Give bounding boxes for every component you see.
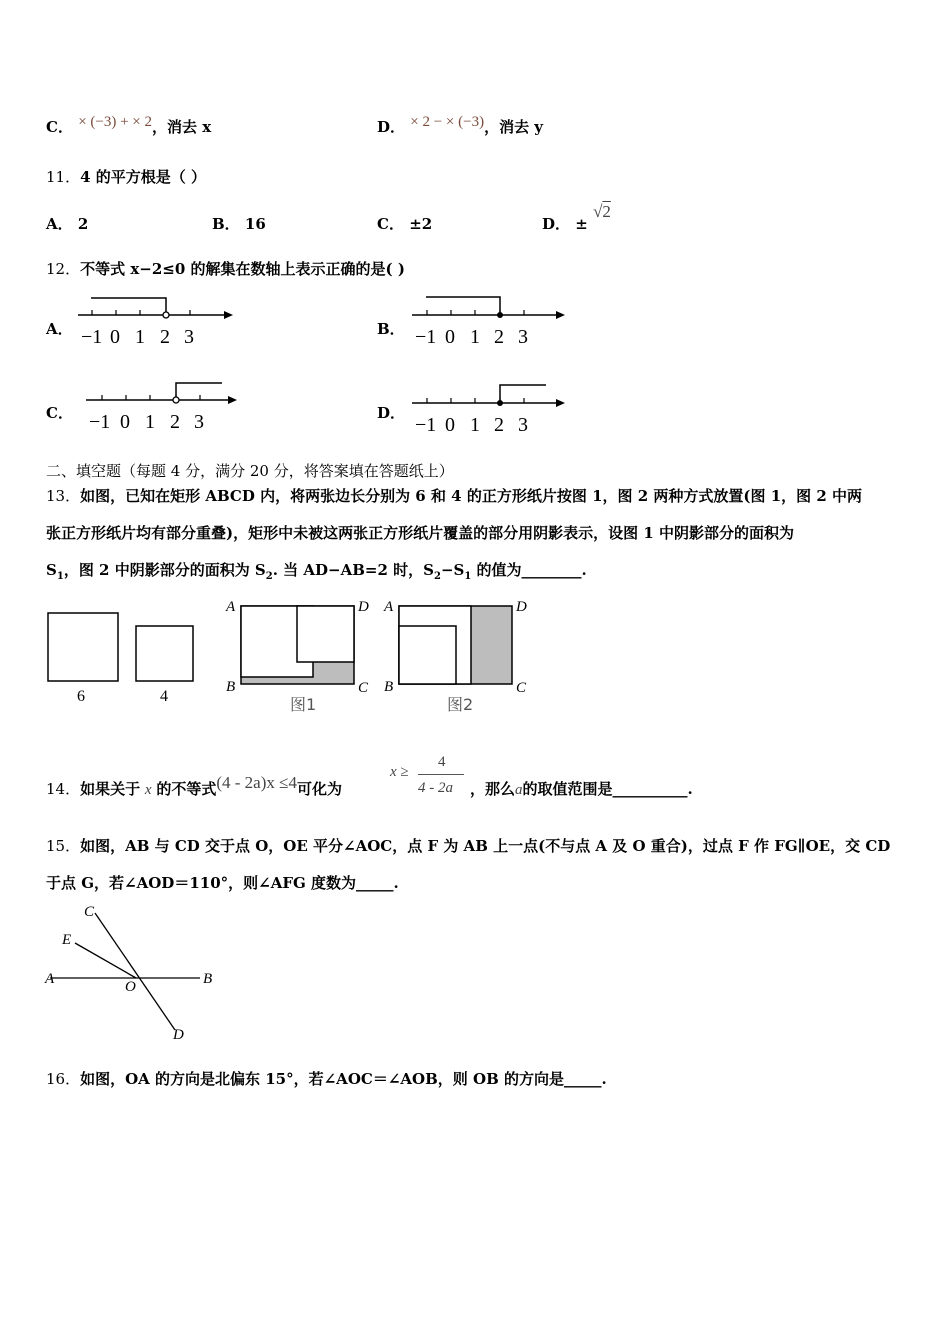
tick-label: 1 [470, 326, 480, 348]
tick-label: 2 [160, 326, 170, 348]
tick-label: 2 [170, 411, 180, 433]
tick-label: 1 [145, 411, 155, 433]
number-line-c [86, 378, 246, 434]
q11-option-d: D． ± √2 [542, 202, 611, 233]
svg-text:B: B [384, 679, 394, 695]
solution-bracket [176, 383, 222, 397]
q12-stem: 12．不等式 x−2≤0 的解集在数轴上表示正确的是( ) [46, 260, 405, 278]
tick-label: 3 [518, 414, 528, 436]
solution-bracket [500, 385, 546, 402]
number-line-d [412, 380, 572, 436]
tick-label: 1 [470, 414, 480, 436]
tick-label: 3 [518, 326, 528, 348]
figure-caption-2: 图2 [447, 695, 474, 714]
svg-text:C: C [84, 904, 95, 920]
svg-text:4: 4 [160, 688, 168, 705]
svg-text:A: A [226, 599, 236, 615]
small-square-fig1 [297, 606, 354, 662]
q15-stem: 15．如图，AB 与 CD 交于点 O，OE 平分∠AOC，点 F 为 AB 上一点(不与点 A 及 O 重合)，过点 F 作 FG∥OE，交 CD 于点 G，若∠AOD＝110°，则∠AFG 度数为_____. [46, 837, 891, 892]
q12-option-d-letter: D． [377, 404, 406, 422]
q12-option-c-letter: C． [46, 404, 73, 422]
q10-option-d: D． × 2 − × (−3)，消去 y [377, 114, 544, 136]
q11-option-b: B． 16 [212, 215, 266, 233]
tick-label: −1 [89, 411, 111, 433]
svg-text:D: D [516, 599, 527, 615]
arrow-head [556, 399, 565, 407]
figure-caption-1: 图1 [290, 695, 317, 714]
q11-option-c: C． ±2 [377, 215, 433, 233]
svg-text:E: E [62, 932, 72, 948]
solution-bracket [426, 297, 500, 314]
tick-label: 1 [135, 326, 145, 348]
tick-label: 3 [184, 326, 194, 348]
open-endpoint [173, 397, 179, 403]
small-square-fig2 [399, 626, 456, 684]
tick-label: −1 [81, 326, 103, 348]
square-4 [136, 626, 193, 681]
q14-inequality: (4 - 2a)x ≤4 [216, 773, 297, 792]
q11-stem: 11．4 的平方根是（ ） [46, 168, 206, 186]
number-line-a [78, 292, 238, 348]
square-6 [48, 613, 118, 681]
open-endpoint [163, 312, 169, 318]
q10-option-c-expr: × (−3) + × 2 [78, 114, 153, 130]
line-cd [95, 913, 175, 1030]
tick-label: −1 [415, 326, 437, 348]
svg-text:C: C [516, 680, 527, 696]
svg-text:B: B [226, 679, 236, 695]
svg-text:C: C [358, 680, 369, 696]
q14-stem: 14．如果关于 x 的不等式(4 - 2a)x ≤4可化为 [46, 773, 342, 798]
q13-figure [44, 596, 544, 721]
solution-bracket [91, 298, 166, 312]
svg-text:A: A [45, 971, 55, 987]
arrow-head [228, 396, 237, 404]
q15-figure [40, 898, 230, 1043]
tick-label: 0 [445, 414, 455, 436]
svg-text:B: B [203, 971, 213, 987]
closed-endpoint [497, 400, 503, 406]
svg-text:6: 6 [77, 688, 85, 705]
tick-label: 0 [120, 411, 130, 433]
tick-label: 2 [494, 326, 504, 348]
q14-stem-tail: ，那么a的取值范围是__________. [470, 780, 693, 798]
arrow-head [224, 311, 233, 319]
tick-label: 0 [445, 326, 455, 348]
q10-option-c: C． × (−3) + × 2，消去 x [46, 114, 212, 136]
q11-option-a: A． 2 [46, 215, 89, 233]
sqrt-symbol: √2 [593, 202, 611, 221]
svg-text:D: D [358, 599, 369, 615]
svg-text:D: D [173, 1027, 184, 1043]
tick-label: 2 [494, 414, 504, 436]
number-line-b [412, 292, 572, 348]
q12-option-a-letter: A． [46, 320, 73, 338]
q16-stem: 16．如图，OA 的方向是北偏东 15°，若∠AOC＝∠AOB，则 OB 的方向是_____. [46, 1070, 607, 1088]
q12-option-b-letter: B． [377, 320, 405, 338]
section-title: 二、填空题（每题 4 分，满分 20 分，将答案填在答题纸上） [46, 462, 454, 480]
q10-option-d-expr: × 2 − × (−3) [410, 114, 485, 130]
svg-text:O: O [125, 979, 136, 995]
closed-endpoint [497, 312, 503, 318]
fraction-bar [418, 774, 464, 775]
tick-label: 0 [110, 326, 120, 348]
tick-label: −1 [415, 414, 437, 436]
q13-stem: 13．如图，已知在矩形 ABCD 内，将两张边长分别为 6 和 4 的正方形纸片按图 1，图 2 两种方式放置(图 1，图 2 中两 张正方形纸片均有部分重叠)，矩形中未被这两张正方形纸片覆盖的部分用阴影表示，设图 1 中阴影部分的面积为 $S_1$，图 2 中阴影部分的面积为 $S_2$. 当 AD−AB=2 时，$S_2-S_1$ 的值为________. [46, 487, 863, 582]
svg-text:A: A [384, 599, 394, 615]
tick-label: 3 [194, 411, 204, 433]
arrow-head [556, 311, 565, 319]
